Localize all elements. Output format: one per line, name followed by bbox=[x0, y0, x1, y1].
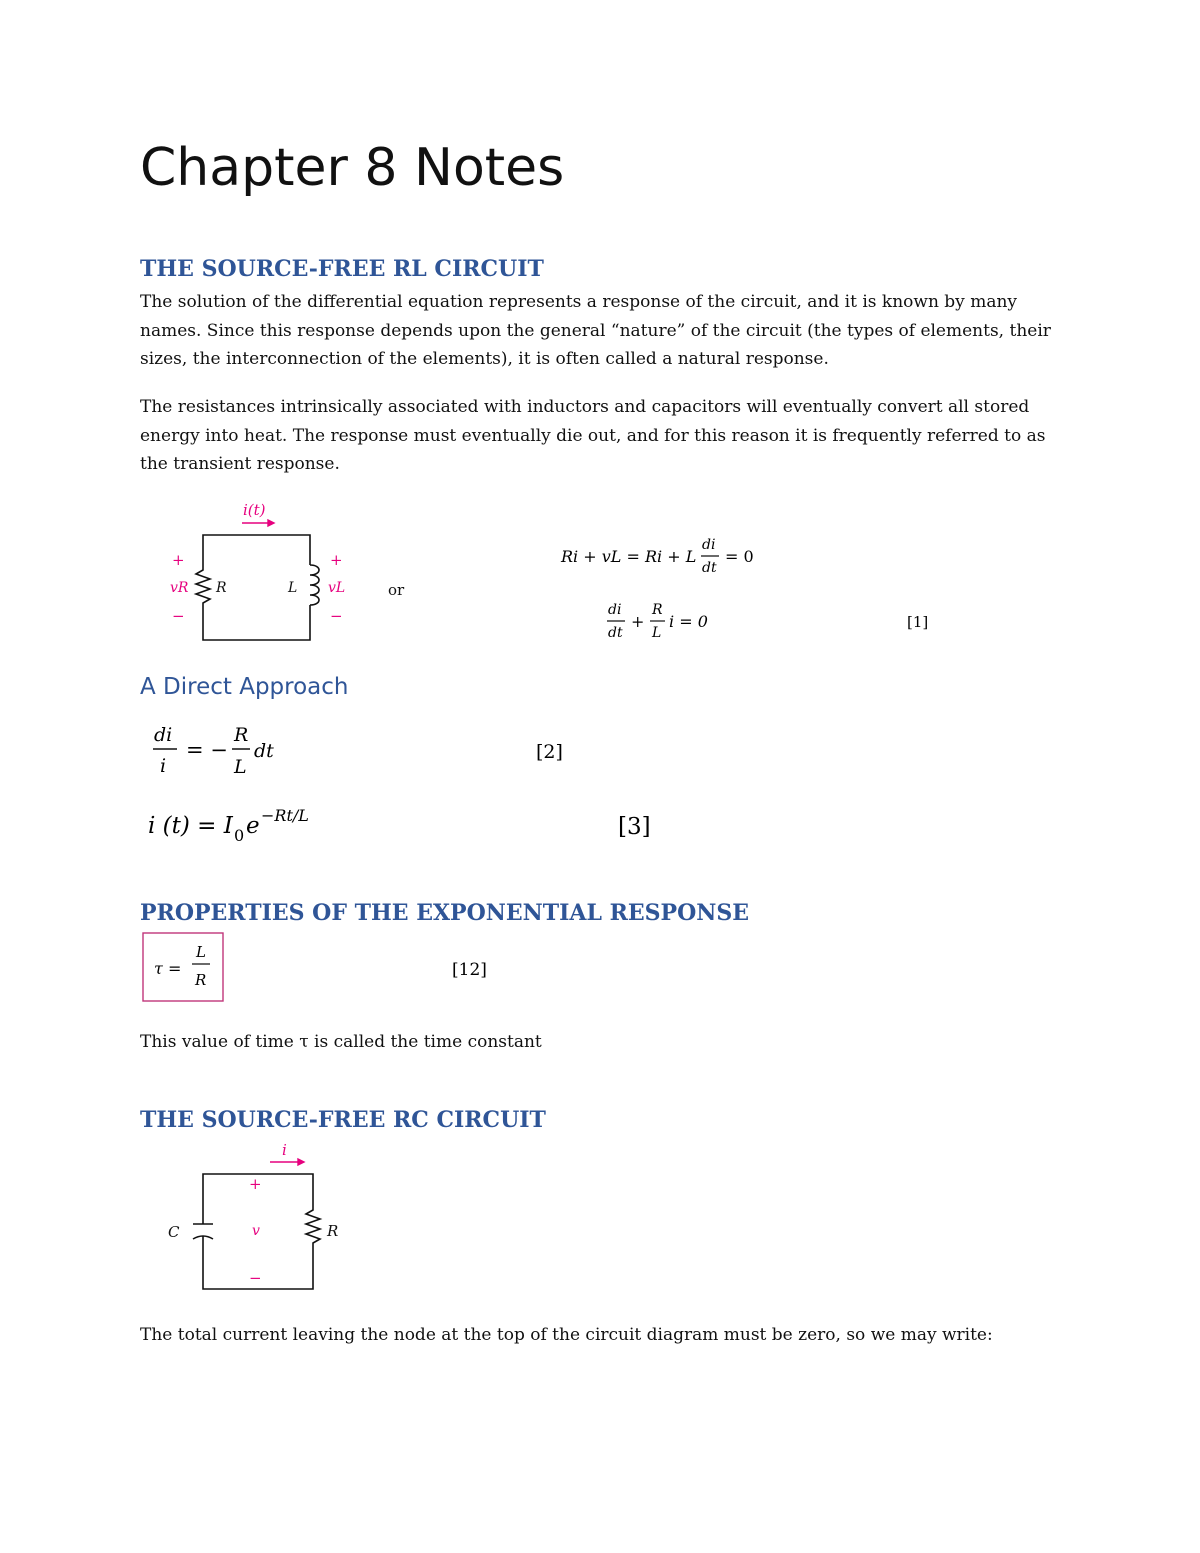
rl-plus-left: + bbox=[172, 551, 185, 569]
eq-b-frac1-num: di bbox=[608, 602, 622, 618]
eq-b-right: i = 0 bbox=[669, 612, 708, 631]
eq-a-frac-den: dt bbox=[702, 560, 717, 576]
rl-bottom-wire bbox=[203, 605, 310, 640]
eq2-num2: R bbox=[234, 724, 249, 746]
section-heading-rc: THE SOURCE-FREE RC CIRCUIT bbox=[140, 1107, 546, 1133]
eq2-number: [2] bbox=[536, 741, 563, 763]
rl-paragraph-2: The resistances intrinsically associated with inductors and capacitors will eventually convert all stored energy into heat. The response must eventually die out, and for this reason it is frequently referred to as the transient response. bbox=[140, 397, 1046, 474]
eq3-base: e bbox=[246, 813, 260, 839]
eq-a-frac-num: di bbox=[702, 537, 716, 553]
eq-b-number: [1] bbox=[907, 613, 929, 631]
rl-inductor-symbol bbox=[310, 565, 319, 605]
tau-number: [12] bbox=[452, 960, 487, 980]
rl-resistor-voltage-label: vR bbox=[170, 580, 189, 596]
rl-top-wire bbox=[203, 535, 310, 565]
rl-resistor-label: R bbox=[216, 580, 227, 596]
rl-minus-left: − bbox=[172, 607, 185, 625]
eq3-left: i (t) = I bbox=[148, 813, 233, 839]
time-constant-equation bbox=[140, 930, 500, 1005]
rl-inductor-label: L bbox=[288, 580, 298, 596]
eq-b-plus: + bbox=[631, 612, 645, 631]
rc-voltage-label: v bbox=[252, 1223, 260, 1239]
rl-inductor-voltage-label: vL bbox=[328, 580, 346, 596]
page-title: Chapter 8 Notes bbox=[140, 138, 565, 198]
rl-circuit-diagram bbox=[160, 495, 420, 655]
eq2-num1: di bbox=[154, 724, 173, 746]
rc-resistor-symbol bbox=[306, 1204, 320, 1248]
rc-current-label: i bbox=[282, 1141, 287, 1159]
eq-b-frac2-den: L bbox=[652, 625, 662, 641]
eq3-exp: −Rt/L bbox=[261, 806, 309, 825]
section-heading-direct: A Direct Approach bbox=[140, 674, 349, 700]
eq-a-left: Ri + vL = Ri + L bbox=[561, 547, 697, 566]
direct-equations bbox=[140, 715, 660, 850]
eq3-number: [3] bbox=[618, 814, 651, 840]
rl-plus-right: + bbox=[330, 551, 343, 569]
rl-minus-right: − bbox=[330, 607, 343, 625]
rc-plus: + bbox=[249, 1175, 262, 1193]
rc-capacitor-label: C bbox=[168, 1223, 180, 1241]
rc-minus: − bbox=[249, 1269, 262, 1287]
section-heading-properties: PROPERTIES OF THE EXPONENTIAL RESPONSE bbox=[140, 900, 750, 926]
rl-current-label: i(t) bbox=[243, 501, 266, 519]
eq2-tail: dt bbox=[254, 740, 274, 762]
eq-b-frac1-den: dt bbox=[608, 625, 623, 641]
eq2-eq: = − bbox=[186, 738, 228, 762]
eq2-den1: i bbox=[160, 755, 167, 777]
rl-equations bbox=[555, 530, 955, 645]
eq3-sub: 0 bbox=[234, 826, 245, 845]
tau-num: L bbox=[196, 943, 206, 961]
rc-resistor-label: R bbox=[327, 1222, 339, 1240]
tau-left: τ = bbox=[154, 959, 182, 978]
time-constant-paragraph: This value of time τ is called the time constant bbox=[140, 1032, 542, 1052]
rl-or-label: or bbox=[388, 581, 405, 599]
eq2-den2: L bbox=[234, 756, 247, 778]
tau-den: R bbox=[195, 971, 207, 989]
eq-b-frac2-num: R bbox=[652, 602, 663, 618]
rc-circuit-diagram bbox=[160, 1138, 360, 1298]
rc-paragraph: The total current leaving the node at the top of the circuit diagram must be zero, so we may write: bbox=[140, 1325, 993, 1345]
eq-a-right: = 0 bbox=[725, 547, 754, 566]
rl-paragraph-1: The solution of the differential equation represents a response of the circuit, and it is known by many names. Since this response depends upon the general “nature” of the circuit (the types of elements, their sizes, the interconnection of the elements), it is often called a natural response. bbox=[140, 292, 1051, 369]
rl-resistor-symbol bbox=[196, 565, 210, 605]
section-heading-rl: THE SOURCE-FREE RL CIRCUIT bbox=[140, 256, 544, 282]
